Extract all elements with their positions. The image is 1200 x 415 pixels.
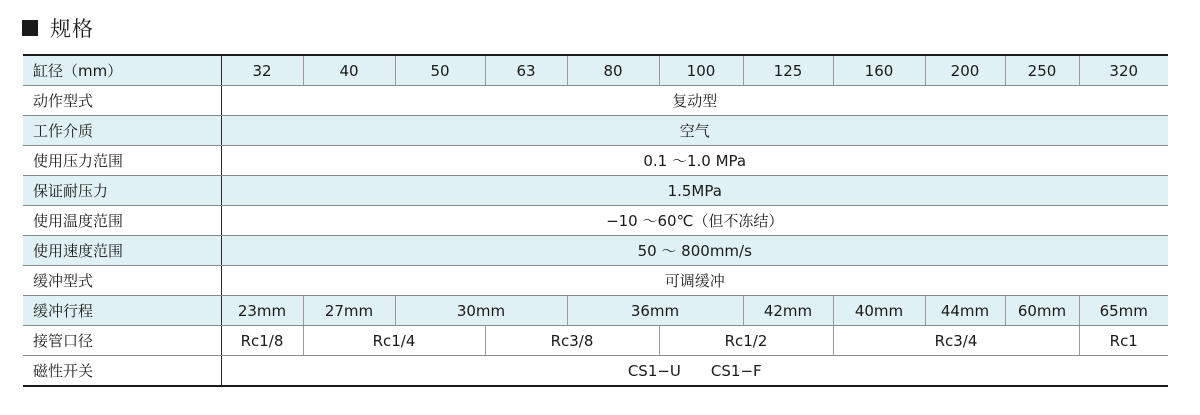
speed-range-label: 使用速度范围 [23,236,221,266]
cushion-stroke-label: 缓冲行程 [23,296,221,326]
cushion-stroke-value: 40mm [833,296,925,326]
bore-value: 32 [221,55,303,86]
cushion-stroke-row [23,296,1168,326]
bore-value: 40 [303,55,395,86]
medium-row [23,116,1168,146]
square-bullet-icon [22,20,38,36]
temperature-value: −10 ～60℃（但不冻结） [221,206,1168,236]
port-size-value: Rc1/8 [221,326,303,356]
cushion-type-label: 缓冲型式 [23,266,221,296]
medium-label: 工作介质 [23,116,221,146]
bore-value: 100 [659,55,743,86]
bore-value: 200 [925,55,1005,86]
port-size-value: Rc1/4 [303,326,485,356]
magnetic-switch-value: CS1−U CS1−F [221,356,1168,387]
bore-value: 250 [1005,55,1079,86]
action-type-value: 复动型 [221,86,1168,116]
bore-label: 缸径（mm） [23,55,221,86]
cushion-type-row [23,266,1168,296]
bore-value: 80 [567,55,659,86]
bore-value: 125 [743,55,833,86]
temperature-row [23,206,1168,236]
cushion-stroke-value: 30mm [395,296,567,326]
cushion-stroke-value: 60mm [1005,296,1079,326]
port-size-row [23,326,1168,356]
pressure-range-row [23,146,1168,176]
cushion-stroke-value: 42mm [743,296,833,326]
pressure-range-value: 0.1 ～1.0 MPa [221,146,1168,176]
section-heading [22,14,94,42]
cushion-stroke-value: 36mm [567,296,743,326]
proof-pressure-row [23,176,1168,206]
speed-range-value: 50 ～ 800mm/s [221,236,1168,266]
proof-pressure-label: 保证耐压力 [23,176,221,206]
bore-value: 160 [833,55,925,86]
port-size-label: 接管口径 [23,326,221,356]
spec-table [23,54,1168,387]
action-type-row [23,86,1168,116]
bore-value: 320 [1079,55,1168,86]
magnetic-switch-row [23,356,1168,387]
cushion-stroke-value: 23mm [221,296,303,326]
proof-pressure-value: 1.5MPa [221,176,1168,206]
bore-row [23,55,1168,86]
temperature-label: 使用温度范围 [23,206,221,236]
cushion-stroke-value: 27mm [303,296,395,326]
cushion-stroke-value: 44mm [925,296,1005,326]
port-size-value: Rc1 [1079,326,1168,356]
action-type-label: 动作型式 [23,86,221,116]
cushion-stroke-value: 65mm [1079,296,1168,326]
cushion-type-value: 可调缓冲 [221,266,1168,296]
port-size-value: Rc1/2 [659,326,833,356]
medium-value: 空气 [221,116,1168,146]
speed-range-row [23,236,1168,266]
section-title: 规格 [50,17,94,41]
bore-value: 50 [395,55,485,86]
magnetic-switch-label: 磁性开关 [23,356,221,387]
port-size-value: Rc3/4 [833,326,1079,356]
port-size-value: Rc3/8 [485,326,659,356]
pressure-range-label: 使用压力范围 [23,146,221,176]
bore-value: 63 [485,55,567,86]
